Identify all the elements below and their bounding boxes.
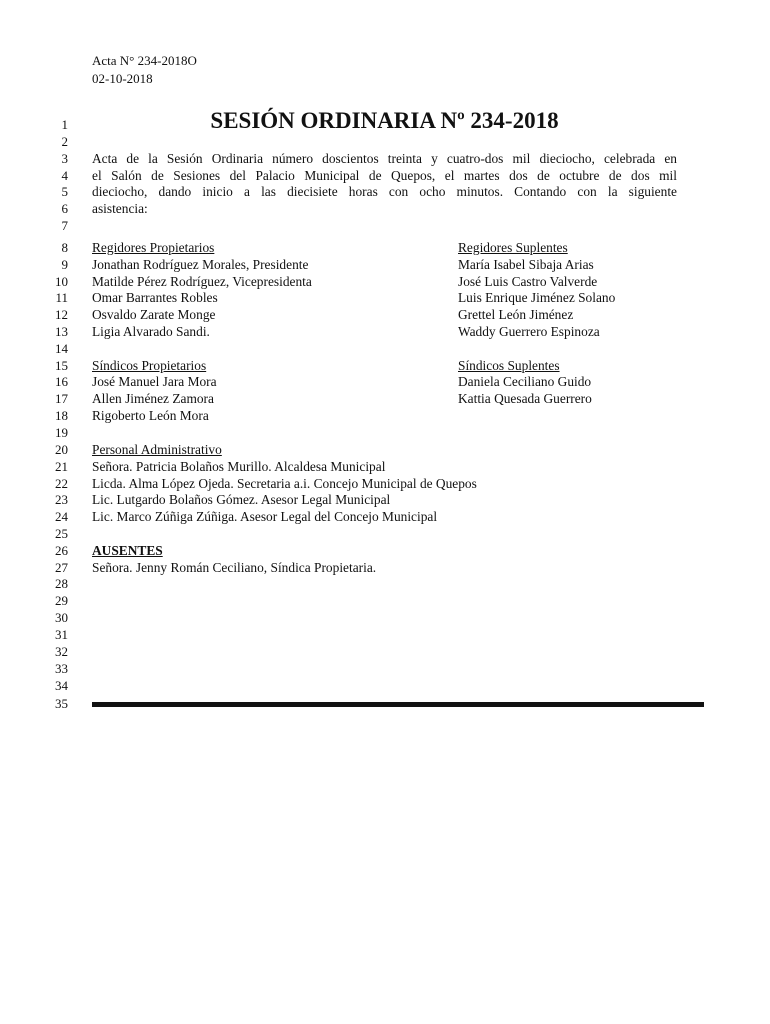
regidor-suplente: José Luis Castro Valverde [458, 274, 598, 289]
line-number: 17 [55, 391, 68, 406]
line-number: 12 [55, 307, 68, 322]
line-number: 14 [55, 341, 68, 356]
personal-administrativo-member: Señora. Patricia Bolaños Murillo. Alcaldesa Municipal [92, 459, 386, 474]
acta-reference: Acta N° 234-2018O [92, 53, 197, 68]
ausente-member: Señora. Jenny Román Ceciliano, Síndica Propietaria. [92, 560, 377, 575]
regidor-suplente: Luis Enrique Jiménez Solano [458, 290, 616, 305]
regidor-suplente: María Isabel Sibaja Arias [458, 257, 594, 272]
personal-administrativo-member: Licda. Alma López Ojeda. Secretaria a.i. Concejo Municipal de Quepos [92, 476, 477, 491]
regidor-suplente: Waddy Guerrero Espinoza [458, 324, 600, 339]
line-number: 4 [61, 168, 68, 183]
regidores-suplentes-heading: Regidores Suplentes [458, 240, 568, 255]
line-number: 16 [55, 374, 68, 389]
line-number: 32 [55, 644, 68, 659]
intro-line: dieciocho, dando inicio a las diecisiete horas con ocho minutos. Contando con la siguiente [92, 184, 677, 199]
line-number: 27 [55, 560, 68, 575]
regidor-propietario: Ligia Alvarado Sandi. [92, 324, 210, 339]
line-number: 7 [61, 218, 68, 233]
line-number: 1 [61, 117, 68, 132]
line-number: 21 [55, 459, 68, 474]
line-number: 20 [55, 442, 68, 457]
line-number: 18 [55, 408, 68, 423]
regidor-propietario: Jonathan Rodríguez Morales, Presidente [92, 257, 309, 272]
personal-administrativo-heading: Personal Administrativo [92, 442, 222, 457]
regidor-propietario: Osvaldo Zarate Monge [92, 307, 216, 322]
sindico-propietario: José Manuel Jara Mora [92, 374, 217, 389]
sindicos-propietarios-heading: Síndicos Propietarios [92, 358, 207, 373]
line-number: 28 [55, 576, 68, 591]
personal-administrativo-member: Lic. Lutgardo Bolaños Gómez. Asesor Legal Municipal [92, 492, 391, 507]
acta-date: 02-10-2018 [92, 71, 153, 86]
line-number: 8 [61, 240, 68, 255]
line-number: 33 [55, 661, 68, 676]
line-number: 9 [61, 257, 68, 272]
regidor-suplente: Grettel León Jiménez [458, 307, 574, 322]
line-number: 35 [55, 696, 68, 711]
line-number: 11 [55, 290, 68, 305]
line-number: 29 [55, 593, 68, 608]
ausentes-heading: AUSENTES [92, 543, 163, 558]
line-number: 26 [55, 543, 68, 558]
regidores-propietarios-heading: Regidores Propietarios [92, 240, 215, 255]
regidor-propietario: Matilde Pérez Rodríguez, Vicepresidenta [92, 274, 312, 289]
regidor-propietario: Omar Barrantes Robles [92, 290, 218, 305]
line-number: 23 [55, 492, 68, 507]
sindico-propietario: Rigoberto León Mora [92, 408, 209, 423]
sindico-suplente: Kattia Quesada Guerrero [458, 391, 592, 406]
sindicos-suplentes-heading: Síndicos Suplentes [458, 358, 560, 373]
sindico-propietario: Allen Jiménez Zamora [92, 391, 214, 406]
line-number: 31 [55, 627, 68, 642]
intro-line: Acta de la Sesión Ordinaria número doscientos treinta y cuatro-dos mil dieciocho, celebrada en [92, 151, 677, 166]
personal-administrativo-member: Lic. Marco Zúñiga Zúñiga. Asesor Legal del Concejo Municipal [92, 509, 438, 524]
line-number: 13 [55, 324, 68, 339]
line-number: 24 [55, 509, 68, 524]
intro-line: asistencia: [92, 201, 148, 216]
line-number: 30 [55, 610, 68, 625]
line-number: 3 [61, 151, 68, 166]
line-number: 22 [55, 476, 68, 491]
line-number: 34 [55, 678, 68, 693]
line-number: 5 [61, 184, 68, 199]
line-number: 15 [55, 358, 68, 373]
document-title: SESIÓN ORDINARIA Nº 234-2018 [210, 108, 559, 133]
section-divider-rule [92, 702, 704, 707]
line-number: 2 [61, 134, 68, 149]
sindico-suplente: Daniela Ceciliano Guido [458, 374, 592, 389]
line-number: 6 [61, 201, 68, 216]
line-number: 10 [55, 274, 68, 289]
line-number: 25 [55, 526, 68, 541]
line-number: 19 [55, 425, 68, 440]
intro-line: el Salón de Sesiones del Palacio Municipal de Quepos, el martes dos de octubre de dos mil [92, 168, 677, 183]
